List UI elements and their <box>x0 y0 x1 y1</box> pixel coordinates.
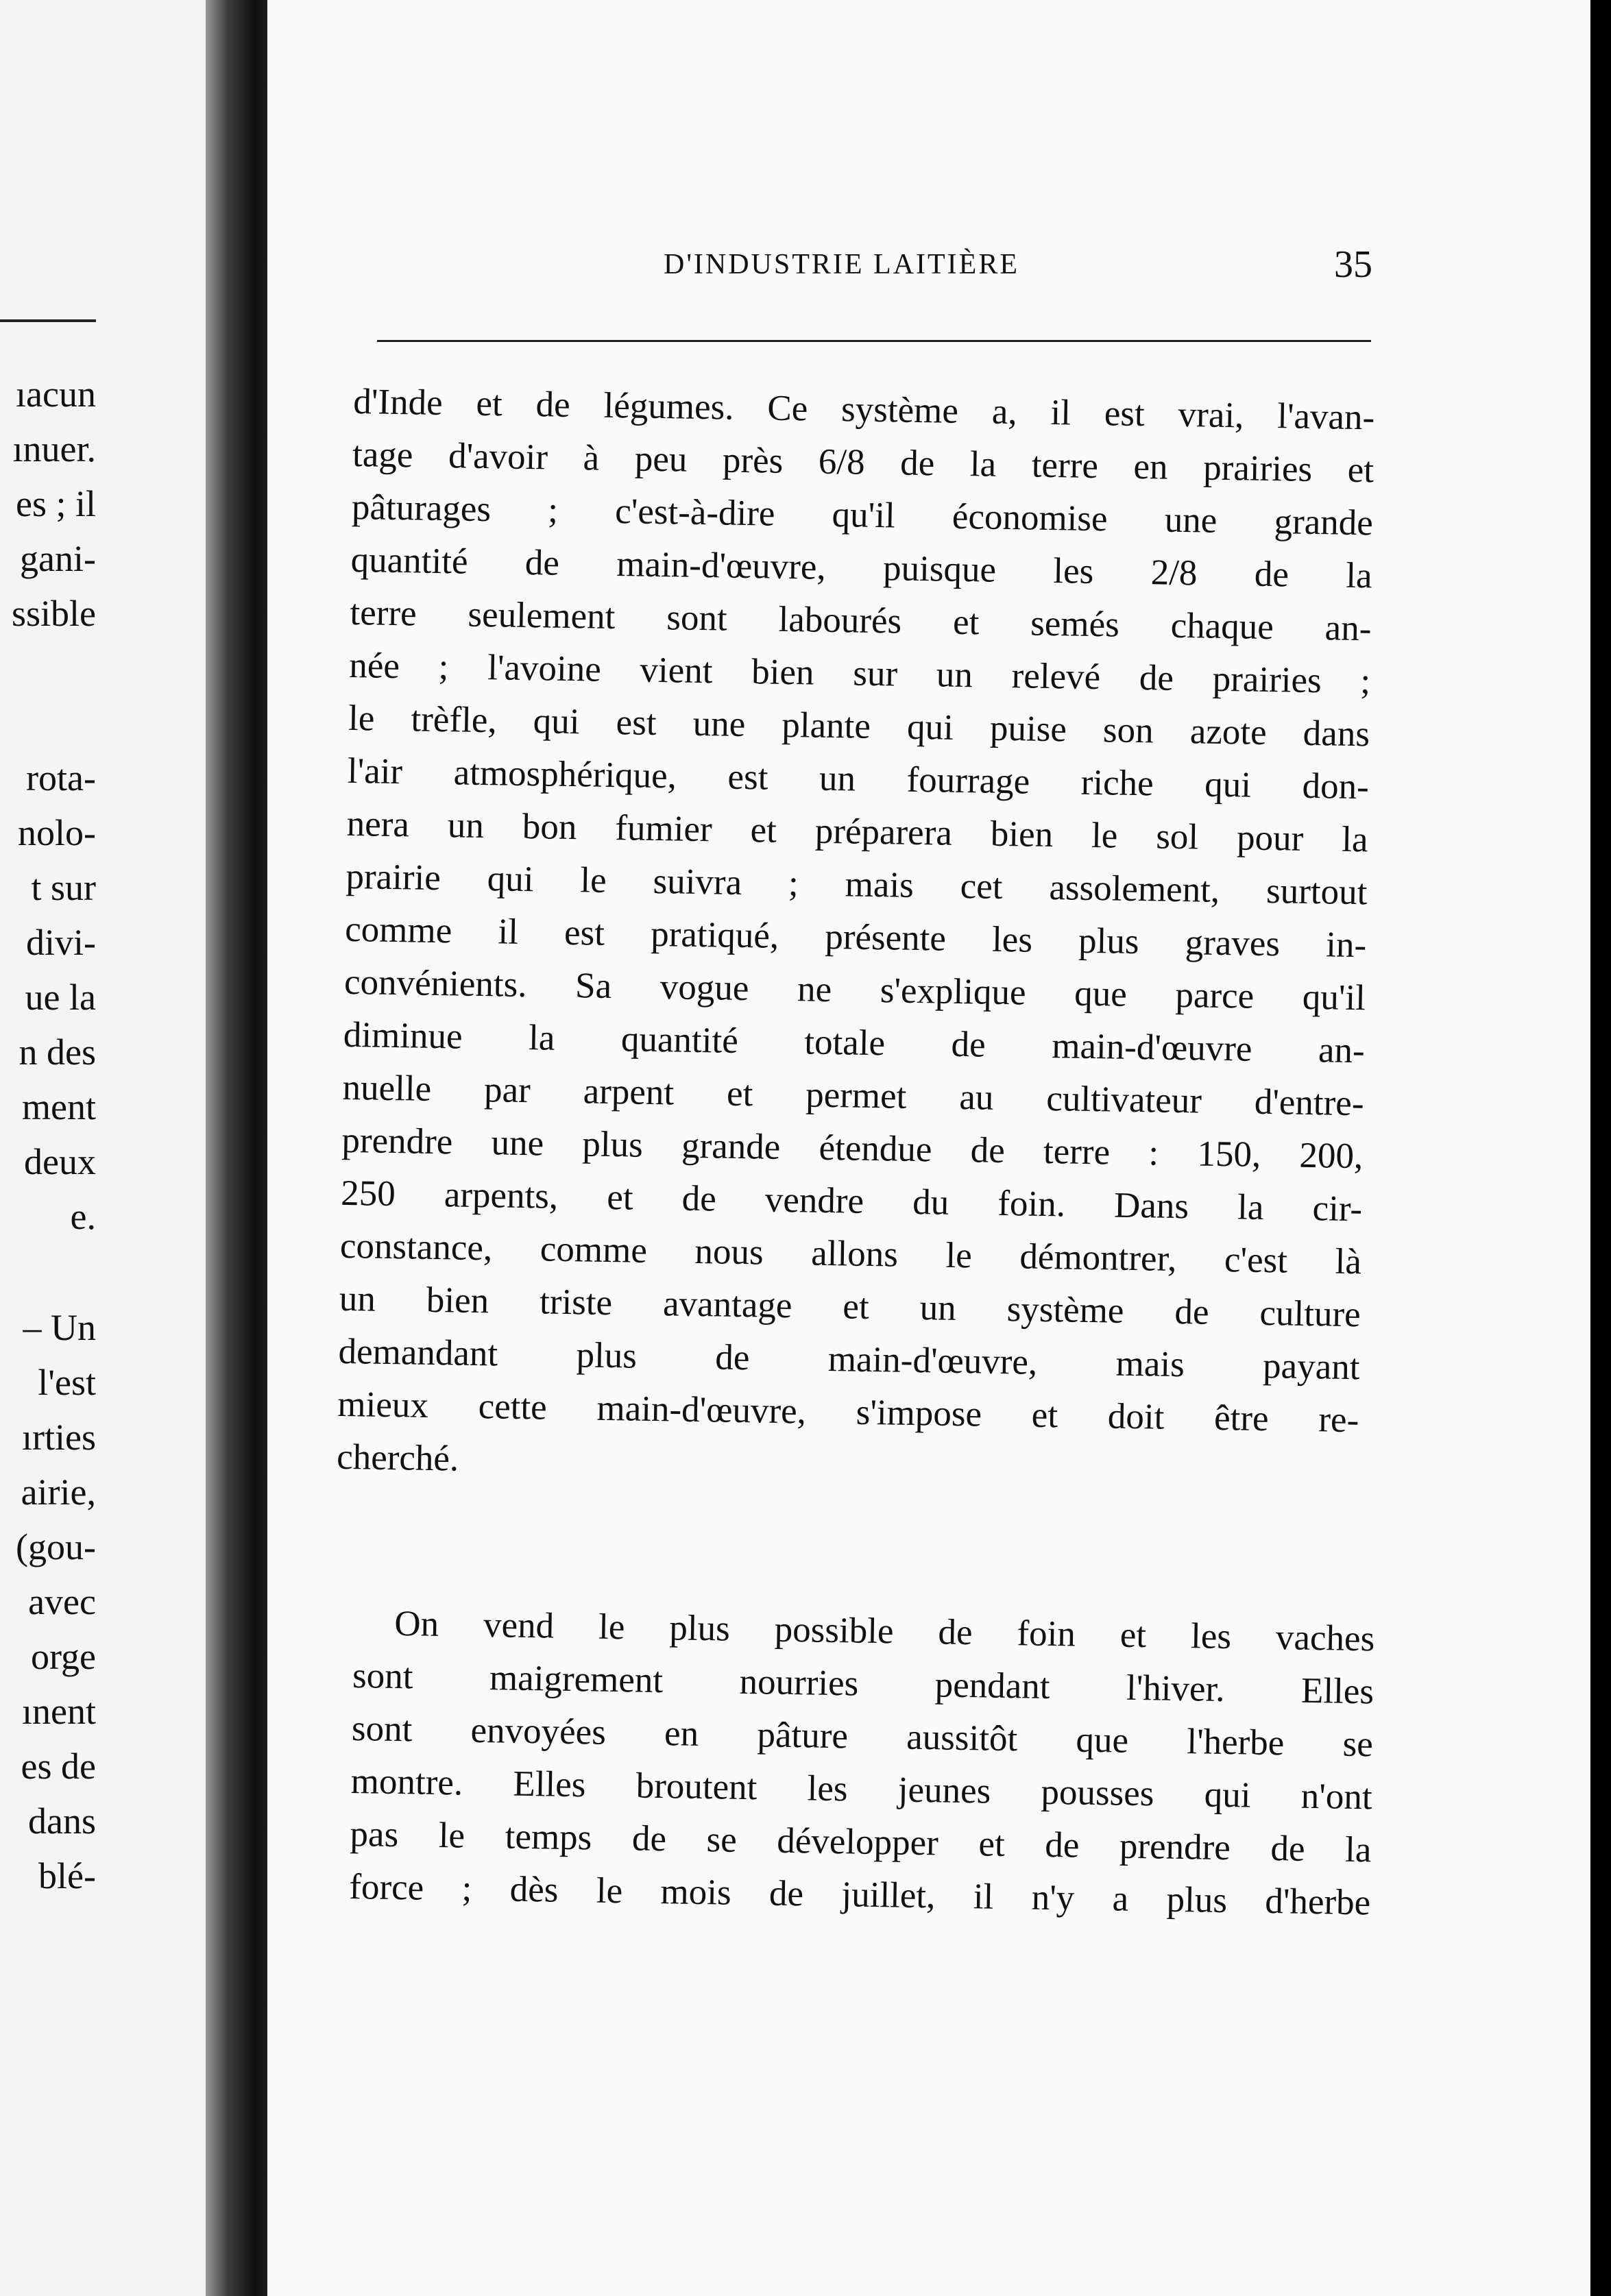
text-line: terre seulement sont labourés et semés chaque an- <box>350 592 1372 649</box>
text-line: tage d'avoir à peu près 6/8 de la terre en prairies et <box>352 434 1374 491</box>
text-line: le trèfle, qui est une plante qui puise son azote dans <box>348 698 1370 755</box>
header-rule <box>377 340 1371 342</box>
text-line: comme il est pratiqué, présente les plus graves in- <box>344 909 1367 966</box>
text-line: l'air atmosphérique, est un fourrage riche qui don- <box>347 750 1370 807</box>
text-line: force ; dès le mois de juillet, il n'y a plus d'herbe <box>348 1866 1371 1923</box>
paragraph-2 <box>349 1597 1375 1929</box>
book-page <box>267 0 1590 2296</box>
left-page-line: orge <box>31 1636 96 1677</box>
left-page-line: ue la <box>25 977 96 1018</box>
page-number: 35 <box>1334 243 1372 286</box>
left-page-line: airie, <box>21 1471 96 1513</box>
text-line: constance, comme nous allons le démontrer, c'est là <box>339 1225 1362 1282</box>
left-page-line: (gou- <box>16 1526 96 1567</box>
text-line: diminue la quantité totale de main-d'œuvre an- <box>343 1014 1366 1071</box>
left-page-rule <box>0 319 96 322</box>
text-line: quantité de main-d'œuvre, puisque les 2/8 de la <box>350 539 1373 596</box>
left-page-line: ıacun <box>16 374 96 415</box>
text-line: cherché. <box>336 1437 459 1479</box>
left-page-line: ment <box>22 1086 96 1127</box>
text-line: prairie qui le suivra ; mais cet assolement, surtout <box>346 856 1368 913</box>
text-line: pâturages ; c'est-à-dire qu'il économise une grande <box>351 487 1374 544</box>
left-page-line: es de <box>21 1746 96 1787</box>
left-page-line: ssible <box>11 593 96 634</box>
left-page-line: n des <box>19 1031 96 1073</box>
text-line: sont envoyées en pâture aussitôt que l'herbe se <box>351 1708 1374 1765</box>
left-page-line: blé- <box>38 1855 96 1896</box>
text-line: convénients. Sa vogue ne s'explique que parce qu'il <box>343 962 1366 1018</box>
text-line: On vend le plus possible de foin et les vaches <box>393 1603 1375 1659</box>
left-page-line: ınuer. <box>12 428 96 469</box>
text-line: pas le temps de se développer et de prendre de la <box>350 1813 1372 1870</box>
text-line: sont maigrement nourries pendant l'hiver. Elles <box>352 1655 1374 1712</box>
left-page-fragment <box>0 0 226 2296</box>
left-page-line: nolo- <box>18 812 96 853</box>
left-page-line: deux <box>24 1141 96 1182</box>
text-line: d'Inde et de légumes. Ce système a, il est vrai, l'avan- <box>352 381 1375 438</box>
text-line: un bien triste avantage et un système de culture <box>339 1278 1361 1335</box>
left-page-line: gani- <box>20 538 96 579</box>
left-page-line: avec <box>28 1581 96 1622</box>
text-line: née ; l'avoine vient bien sur un relevé de prairies ; <box>348 645 1371 702</box>
left-page-line: es ; il <box>16 483 96 524</box>
left-page-line: l'est <box>38 1362 96 1403</box>
text-line: 250 arpents, et de vendre du foin. Dans la cir- <box>340 1173 1363 1230</box>
text-line: nera un bon fumier et préparera bien le sol pour la <box>346 803 1368 860</box>
left-page-line: t sur <box>31 867 96 908</box>
left-page-line: – Un <box>23 1307 96 1348</box>
left-page-line: rota- <box>26 757 96 798</box>
left-page-line: divi- <box>26 922 96 963</box>
left-page-line: ırties <box>22 1417 96 1458</box>
left-page-line: e. <box>70 1196 96 1237</box>
scan-border <box>1590 0 1611 2296</box>
paragraph-1 <box>337 376 1375 1500</box>
text-line: mieux cette main-d'œuvre, s'impose et doit être re- <box>337 1384 1359 1441</box>
text-line: prendre une plus grande étendue de terre : 150, 200, <box>341 1120 1364 1177</box>
left-page-line: ınent <box>22 1691 96 1732</box>
text-line: nuelle par arpent et permet au cultivateur d'entre- <box>342 1067 1364 1124</box>
text-line: montre. Elles broutent les jeunes pousses qui n'ont <box>350 1761 1373 1818</box>
left-page-line: dans <box>28 1800 96 1842</box>
running-head: D'INDUSTRIE LAITIÈRE <box>664 249 1019 280</box>
text-line: demandant plus de main-d'œuvre, mais payant <box>338 1331 1360 1388</box>
